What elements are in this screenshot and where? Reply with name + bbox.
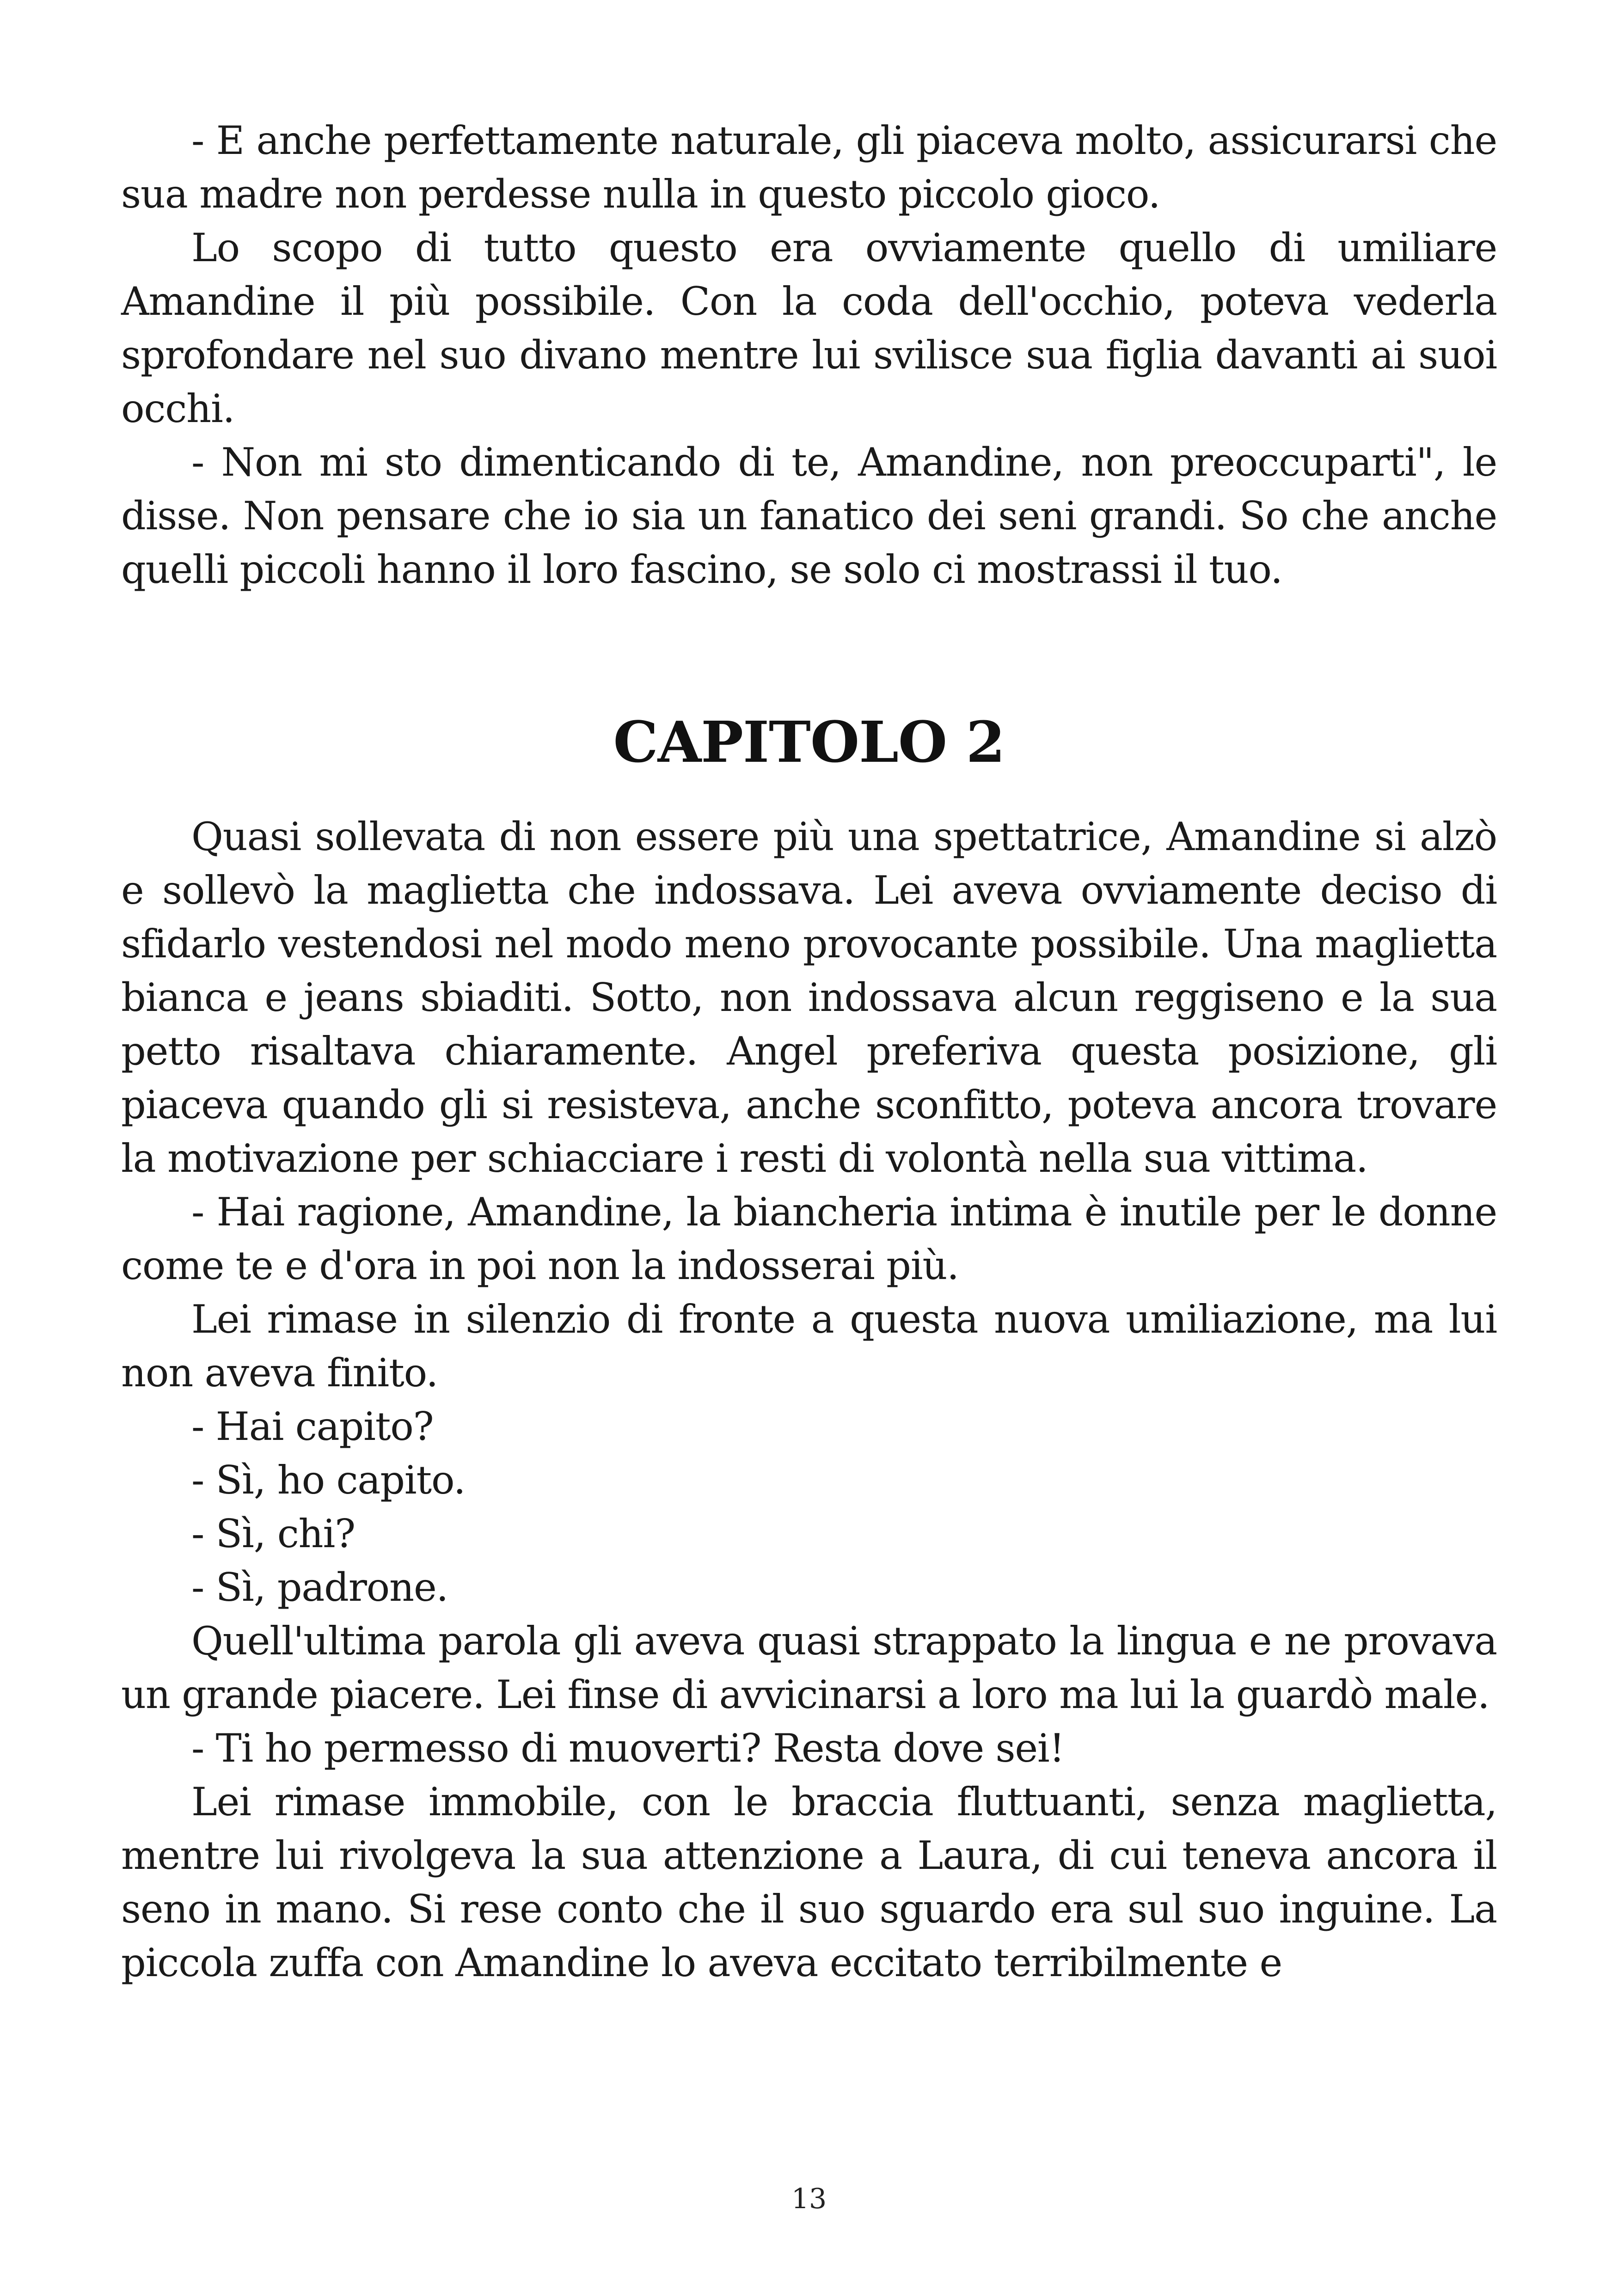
paragraph: Lei rimase immobile, con le braccia fluttuanti, senza maglietta, mentre lui rivolgeva la sua attenzione a Laura, di cui teneva ancora il seno in mano. Si rese conto che il suo sguardo era sul suo inguine. La piccola zuffa con Amandine lo aveva eccitato terribilmente e	[121, 1779, 1497, 1985]
page-number: 13	[791, 2183, 827, 2215]
paragraph: - Hai ragione, Amandine, la biancheria intima è inutile per le donne come te e d'ora in poi non la indosserai più.	[121, 1189, 1497, 1288]
paragraph: - E anche perfettamente naturale, gli piaceva molto, assicurarsi che sua madre non perdesse nulla in questo piccolo gioco.	[121, 118, 1497, 217]
chapter-title: CAPITOLO 2	[613, 709, 1005, 775]
paragraph: - Ti ho permesso di muoverti? Resta dove sei!	[191, 1726, 1065, 1771]
paragraph: - Sì, ho capito.	[191, 1457, 466, 1503]
paragraph: - Hai capito?	[191, 1404, 434, 1449]
paragraph: Quell'ultima parola gli aveva quasi strappato la lingua e ne provava un grande piacere. Lei finse di avvicinarsi a loro ma lui la guardò male.	[121, 1618, 1497, 1717]
paragraph: Lo scopo di tutto questo era ovviamente quello di umiliare Amandine il più possibile. Con la coda dell'occhio, poteva vederla sprofondare nel suo divano mentre lui svilisce sua figlia davanti ai suoi occhi.	[121, 225, 1497, 431]
paragraph: Lei rimase in silenzio di fronte a questa nuova umiliazione, ma lui non aveva finito.	[121, 1297, 1497, 1396]
chapter-text-block	[121, 810, 1497, 1990]
paragraph: - Sì, padrone.	[191, 1565, 448, 1610]
intro-text-block	[121, 114, 1497, 596]
paragraph: Quasi sollevata di non essere più una spettatrice, Amandine si alzò e sollevò la maglietta che indossava. Lei aveva ovviamente deciso di sfidarlo vestendosi nel modo meno provocante possibile. Una maglietta bianca e jeans sbiaditi. Sotto, non indossava alcun reggiseno e la sua petto risaltava chiaramente. Angel preferiva questa posizione, gli piaceva quando gli si resisteva, anche sconfitto, poteva ancora trovare la motivazione per schiacciare i resti di volontà nella sua vittima.	[121, 814, 1497, 1181]
paragraph: - Non mi sto dimenticando di te, Amandine, non preoccuparti", le disse. Non pensare che io sia un fanatico dei seni grandi. So che anche quelli piccoli hanno il loro fascino, se solo ci mostrassi il tuo.	[121, 440, 1497, 592]
paragraph: - Sì, chi?	[191, 1511, 355, 1556]
